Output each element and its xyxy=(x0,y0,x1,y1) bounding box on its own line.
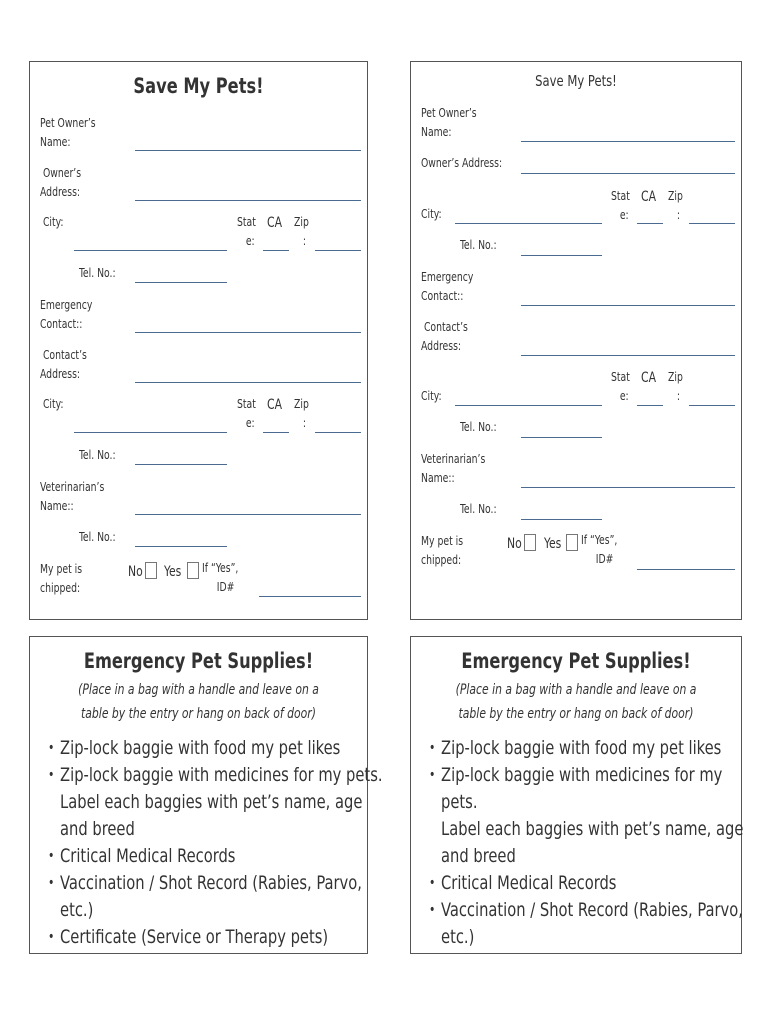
list-item: • Zip-lock baggie with food my pet likes xyxy=(48,737,341,759)
save-my-pets-form-left xyxy=(29,61,368,620)
state-label: Stat e: xyxy=(237,215,256,248)
state2-field[interactable] xyxy=(263,432,289,433)
form-title: Save My Pets! xyxy=(535,72,617,90)
no-label: No xyxy=(507,536,522,552)
emergency-contact-label: Emergency Contact:: xyxy=(421,270,474,303)
yes-label: Yes xyxy=(544,536,562,552)
city2-field[interactable] xyxy=(74,432,227,433)
zip2-field[interactable] xyxy=(315,432,361,433)
tel3-field[interactable] xyxy=(521,519,602,520)
state-field[interactable] xyxy=(263,250,289,251)
tel3-field[interactable] xyxy=(135,546,227,547)
no-checkbox[interactable] xyxy=(524,534,536,551)
emergency-supplies-card-right xyxy=(410,636,742,954)
supplies-list xyxy=(429,735,744,951)
city2-field[interactable] xyxy=(455,405,602,406)
yes-label: Yes xyxy=(164,564,182,580)
city2-label: City: xyxy=(421,389,442,403)
vet-name-label: Veterinarian’s Name:: xyxy=(40,480,105,513)
tel-label: Tel. No.: xyxy=(460,238,497,252)
city2-label: City: xyxy=(40,397,64,411)
contact-address-field[interactable] xyxy=(521,355,735,356)
supplies-title: Emergency Pet Supplies! xyxy=(461,649,691,673)
tel-label: Tel. No.: xyxy=(79,266,116,280)
zip-label: Zip : xyxy=(294,215,309,248)
zip-label: Zip : xyxy=(668,189,683,222)
owner-address-label: Owner’s Address: xyxy=(421,156,503,170)
contact-address-label: Contact’s Address: xyxy=(421,320,468,353)
list-item: • Zip-lock baggie with medicines for my pets. Label each baggies with pet’s name, age and breed xyxy=(48,764,383,840)
contact-address-label: Contact’s Address: xyxy=(40,348,87,381)
owner-name-label: Pet Owner’s Name: xyxy=(421,106,477,139)
state2-label: Stat e: xyxy=(611,370,630,403)
list-item: • Critical Medical Records xyxy=(429,872,617,894)
yes-checkbox[interactable] xyxy=(566,534,578,551)
tel3-label: Tel. No.: xyxy=(460,502,497,516)
chipped-label: My pet is chipped: xyxy=(421,534,464,567)
contact-address-field[interactable] xyxy=(135,382,361,383)
city-label: City: xyxy=(421,207,442,221)
save-my-pets-form-right xyxy=(410,61,742,620)
zip-field[interactable] xyxy=(689,223,735,224)
supplies-list xyxy=(48,735,383,951)
list-item: • Zip-lock baggie with food my pet likes xyxy=(429,737,722,759)
emergency-contact-label: Emergency Contact:: xyxy=(40,298,93,331)
tel-field[interactable] xyxy=(135,282,227,283)
tel2-label: Tel. No.: xyxy=(79,448,116,462)
chip-id-label: If “Yes”, ID# xyxy=(581,533,618,566)
owner-address-field[interactable] xyxy=(135,200,361,201)
vet-name-label: Veterinarian’s Name:: xyxy=(421,452,486,485)
emergency-supplies-card-left xyxy=(29,636,383,954)
emergency-contact-field[interactable] xyxy=(521,305,735,306)
no-checkbox[interactable] xyxy=(145,562,157,579)
zip-field[interactable] xyxy=(315,250,361,251)
tel2-field[interactable] xyxy=(521,437,602,438)
vet-name-field[interactable] xyxy=(521,487,735,488)
vet-name-field[interactable] xyxy=(135,514,361,515)
list-item: • Vaccination / Shot Record (Rabies, Parvo, etc.) xyxy=(48,872,362,921)
list-item: • Critical Medical Records xyxy=(48,845,236,867)
state-value: CA xyxy=(267,215,282,231)
list-item: • Vaccination / Shot Record (Rabies, Parvo, etc.) xyxy=(429,899,743,948)
emergency-contact-field[interactable] xyxy=(135,332,361,333)
supplies-subtitle: (Place in a bag with a handle and leave on a table by the entry or hang on back of door) xyxy=(455,682,697,722)
zip2-label: Zip : xyxy=(668,370,683,403)
zip2-field[interactable] xyxy=(689,405,735,406)
zip2-label: Zip : xyxy=(294,397,309,430)
city-field[interactable] xyxy=(74,250,227,251)
city-label: City: xyxy=(40,215,64,229)
list-item: • Zip-lock baggie with medicines for my pets. Label each baggies with pet’s name, age and breed xyxy=(429,764,744,867)
owner-address-label: Owner’s Address: xyxy=(40,166,82,199)
state-field[interactable] xyxy=(637,223,663,224)
state-label: Stat e: xyxy=(611,189,630,222)
supplies-title: Emergency Pet Supplies! xyxy=(83,649,314,673)
list-item: • Certificate (Service or Therapy pets) xyxy=(48,926,329,948)
state2-field[interactable] xyxy=(637,405,663,406)
chip-id-label: If “Yes”, ID# xyxy=(202,561,239,594)
owner-address-field[interactable] xyxy=(521,173,735,174)
city-field[interactable] xyxy=(455,223,602,224)
chip-id-field[interactable] xyxy=(637,569,735,570)
tel2-field[interactable] xyxy=(135,464,227,465)
state2-label: Stat e: xyxy=(237,397,256,430)
owner-name-field[interactable] xyxy=(521,141,735,142)
no-label: No xyxy=(128,564,143,580)
state-value: CA xyxy=(641,189,656,205)
supplies-subtitle: (Place in a bag with a handle and leave on a table by the entry or hang on back of door) xyxy=(78,682,319,722)
form-title: Save My Pets! xyxy=(133,74,264,98)
state2-value: CA xyxy=(267,397,282,413)
chip-id-field[interactable] xyxy=(259,596,361,597)
yes-checkbox[interactable] xyxy=(187,562,199,579)
chipped-label: My pet is chipped: xyxy=(40,562,83,595)
tel2-label: Tel. No.: xyxy=(460,420,497,434)
owner-name-field[interactable] xyxy=(135,150,361,151)
owner-name-label: Pet Owner’s Name: xyxy=(40,116,96,149)
tel3-label: Tel. No.: xyxy=(79,530,116,544)
tel-field[interactable] xyxy=(521,255,602,256)
state2-value: CA xyxy=(641,370,656,386)
